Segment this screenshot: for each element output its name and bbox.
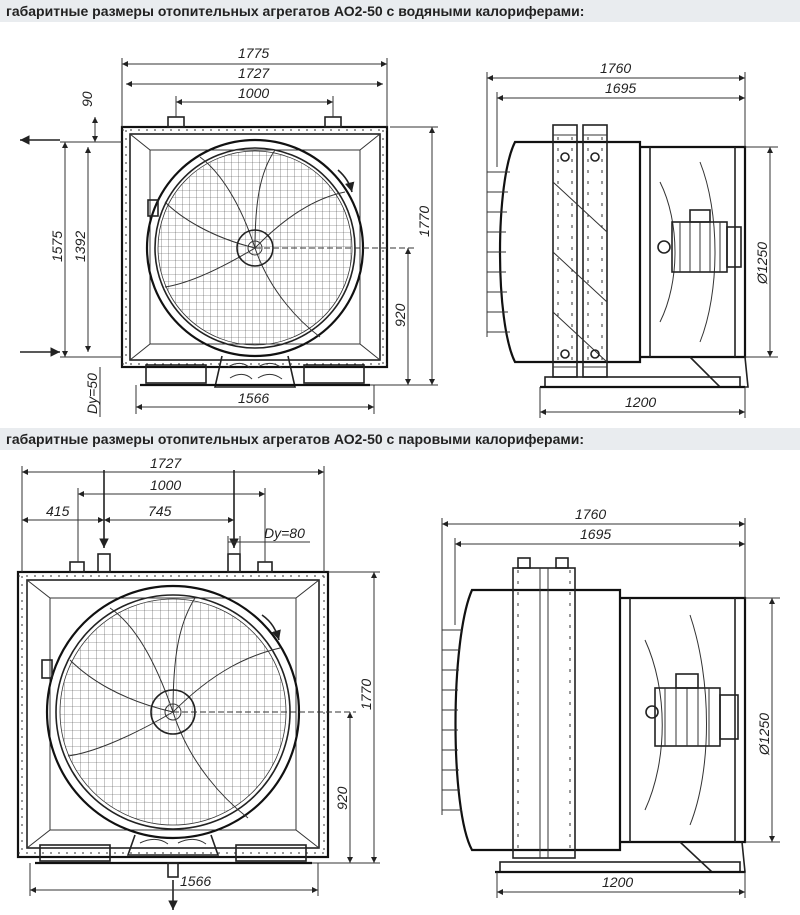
dim-1695: 1695 xyxy=(605,80,637,96)
steam-heater-drawing xyxy=(0,450,800,915)
dim-1727: 1727 xyxy=(150,455,182,471)
front-view xyxy=(18,455,380,910)
dim-1566: 1566 xyxy=(180,873,212,889)
dim-dy80: Dy=80 xyxy=(264,525,305,541)
dim-1695: 1695 xyxy=(580,526,612,542)
dim-1760: 1760 xyxy=(575,506,607,522)
dim-1770: 1770 xyxy=(358,678,374,710)
dim-1760: 1760 xyxy=(600,60,632,76)
dim-920: 920 xyxy=(334,786,350,810)
dim-1000: 1000 xyxy=(238,85,270,101)
dim-1392: 1392 xyxy=(72,230,88,262)
dim-d1250: Ø1250 xyxy=(754,241,770,284)
dim-1000: 1000 xyxy=(150,477,182,493)
dim-d1250: Ø1250 xyxy=(756,712,772,755)
section-title-water: габаритные размеры отопительных агрегатов АО2-50 с водяными калориферами: xyxy=(0,0,800,22)
front-view xyxy=(20,45,438,417)
dim-920: 920 xyxy=(392,303,408,327)
dim-dy50: Dy=50 xyxy=(84,373,100,414)
section-title-steam: габаритные размеры отопительных агрегатов АО2-50 с паровыми калориферами: xyxy=(0,428,800,450)
dim-1566: 1566 xyxy=(238,390,270,406)
water-heater-drawing xyxy=(0,22,800,428)
dim-1727: 1727 xyxy=(238,65,270,81)
dim-745: 745 xyxy=(148,503,172,519)
side-view xyxy=(487,60,778,418)
dim-90: 90 xyxy=(79,91,95,107)
dim-1575: 1575 xyxy=(49,230,65,262)
dim-1770: 1770 xyxy=(416,205,432,237)
side-view xyxy=(442,506,780,898)
dim-415: 415 xyxy=(46,503,70,519)
dim-1775: 1775 xyxy=(238,45,270,61)
dim-1200: 1200 xyxy=(625,394,657,410)
dim-1200: 1200 xyxy=(602,874,634,890)
